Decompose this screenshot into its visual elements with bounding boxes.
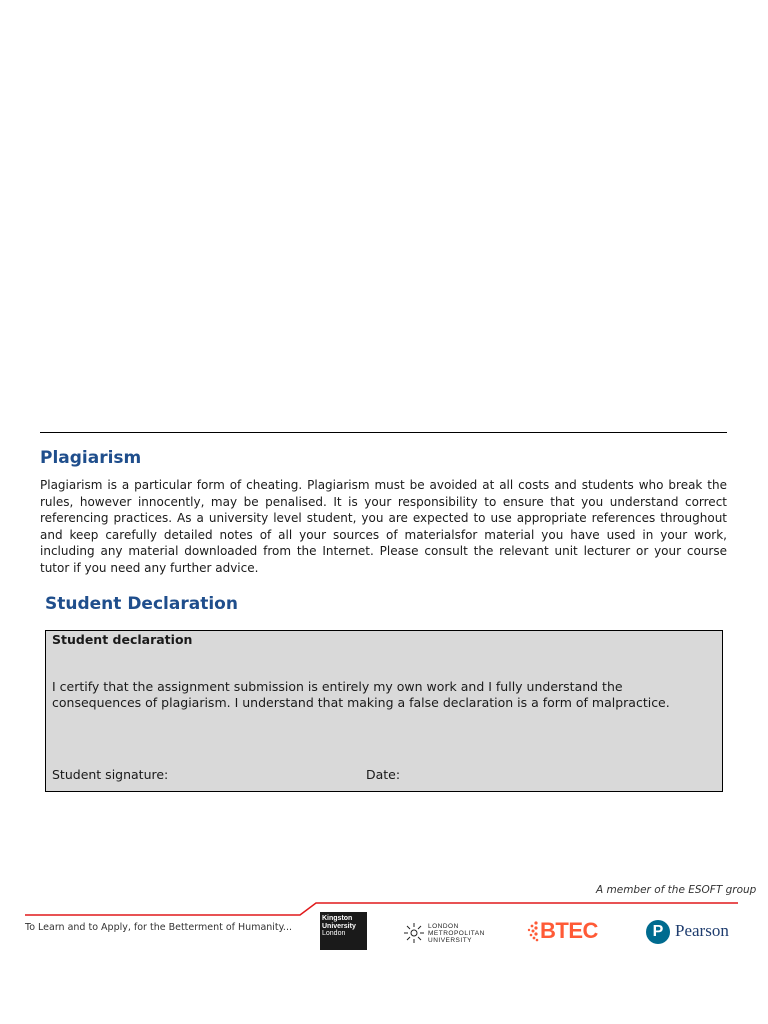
plagiarism-paragraph: Plagiarism is a particular form of cheating. Plagiarism must be avoided at all costs and students who break the rules, however innocently, may be penalised. It is your responsibility to ensure that you understand correct referencing practices. As a university level student, you are expected to use appropriate references throughout and keep carefully detailed notes of all your sources of materialsfor material you have used in your work, including any material downloaded from the Internet. Please consult the relevant unit lecturer or your course tutor if you need any further advice. (40, 478, 727, 575)
pearson-wordmark: Pearson (675, 921, 729, 940)
kingston-logo-line: London (322, 930, 346, 937)
esoft-member-text: A member of the ESOFT group (596, 884, 757, 896)
kingston-logo-line: Kingston (322, 915, 353, 922)
date-label: Date: (366, 767, 401, 782)
kingston-university-logo (320, 912, 367, 950)
london-met-line: UNIVERSITY (428, 937, 473, 944)
btec-wordmark: BTEC (540, 918, 598, 943)
plagiarism-heading: Plagiarism (40, 448, 142, 468)
btec-dots-icon (527, 920, 539, 942)
btec-logo (527, 918, 617, 946)
pearson-p-icon: P (646, 920, 670, 944)
declaration-statement: I certify that the assignment submission is entirely my own work and I fully understand the consequences of plagiarism. I understand that making a false declaration is a form of malpractice. (52, 679, 670, 710)
london-metropolitan-logo (402, 922, 494, 944)
section-divider (40, 432, 727, 433)
kingston-logo-line: University (322, 922, 356, 930)
pearson-logo (646, 919, 746, 947)
student-declaration-heading: Student Declaration (45, 594, 238, 614)
london-met-line: METROPOLITAN (428, 930, 485, 937)
london-met-emblem-icon (402, 922, 426, 944)
declaration-box (45, 630, 723, 792)
footer-motto: To Learn and to Apply, for the Betterment of Humanity... (25, 922, 292, 933)
student-signature-label: Student signature: (52, 767, 169, 782)
declaration-box-title: Student declaration (52, 632, 193, 647)
london-met-line: LONDON (428, 923, 459, 930)
